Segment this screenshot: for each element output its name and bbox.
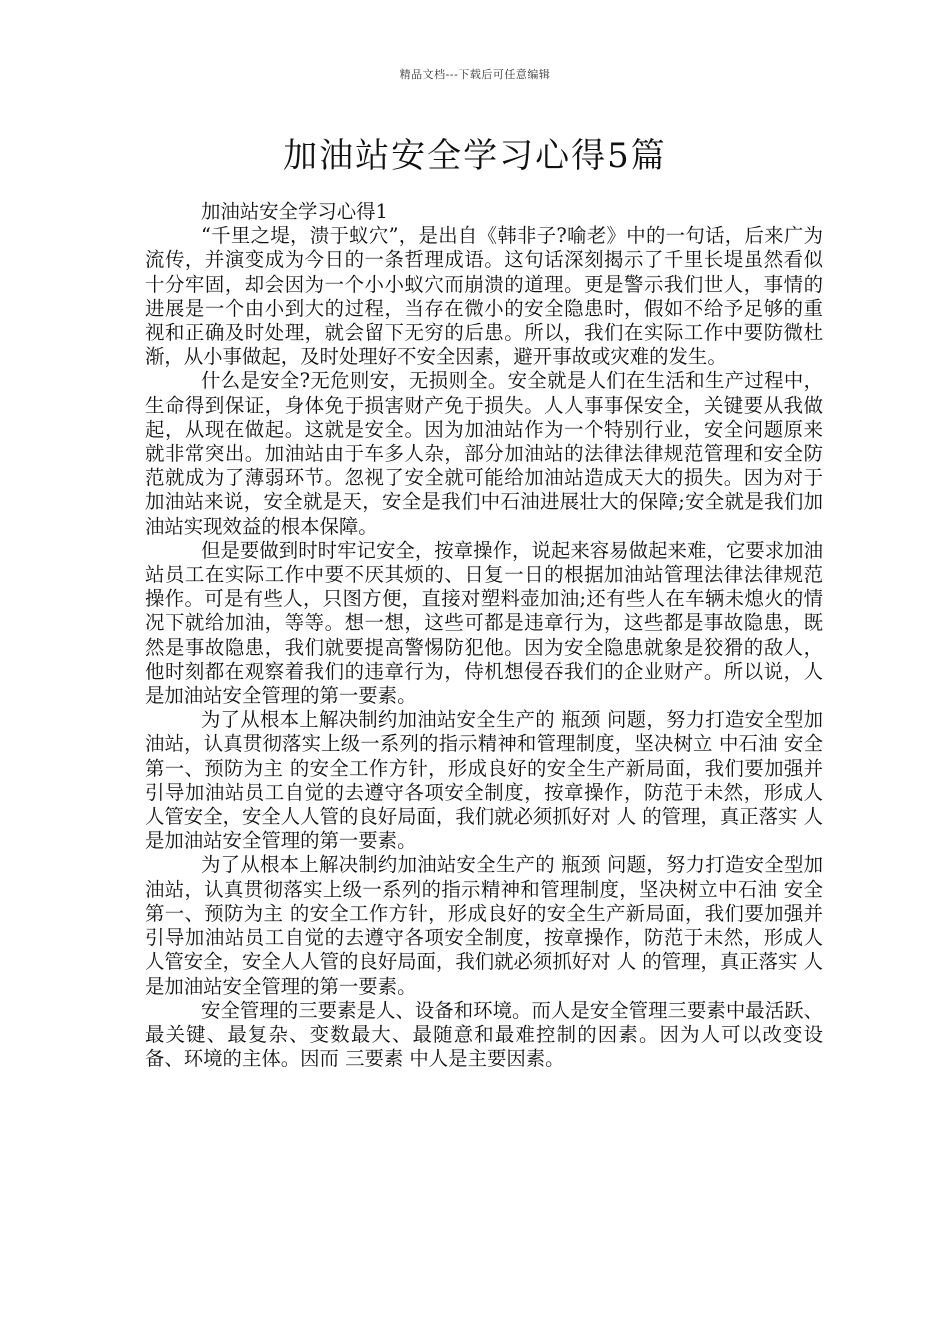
paragraph-5: 为了从根本上解决制约加油站安全生产的 瓶颈 问题，努力打造安全型加油站，认真贯彻落实上级一系列的指示精神和管理制度，坚决树立中石油 安全第一、预防为主 的安全工作方针，形成良好的安全生产新局面，我们要加强并引导加油站员工自觉的去遵守各项安全制度，按章操作，防范于未然，形成人人管安全，安全人人管的良好局面，我们就必须抓好对 人 的管理，真正落实 人 是加油站安全管理的第一要素。 — [145, 853, 823, 998]
paragraph-3: 但是要做到时时牢记安全，按章操作，说起来容易做起来难，它要求加油站员工在实际工作中要不厌其烦的、日复一日的根据加油站管理法律法律规范操作。可是有些人，只图方便，直接对塑料壶加油;还有些人在车辆未熄火的情况下就给加油，等等。想一想，这些可都是违章行为，这些都是事故隐患，既然是事故隐患，我们就要提高警惕防犯他。因为安全隐患就象是狡猾的敌人，他时刻都在观察着我们的违章行为，侍机想侵吞我们的企业财产。所以说，人 是加油站安全管理的第一要素。 — [145, 538, 823, 708]
paragraph-6: 安全管理的三要素是人、设备和环境。而人是安全管理三要素中最活跃、最关键、最复杂、变数最大、最随意和最难控制的因素。因为人可以改变设备、环境的主体。因而 三要素 中人是主要因素。 — [145, 998, 823, 1071]
section-subtitle: 加油站安全学习心得1 — [201, 200, 388, 223]
header-note: 精品文档---下载后可任意编辑 — [399, 68, 551, 81]
paragraph-4: 为了从根本上解决制约加油站安全生产的 瓶颈 问题，努力打造安全型加油站，认真贯彻落实上级一系列的指示精神和管理制度，坚决树立 中石油 安全第一、预防为主 的安全工作方针，形成良好的安全生产新局面，我们要加强并引导加油站员工自觉的去遵守各项安全制度，按章操作，防范于未然，形成人人管安全，安全人人管的良好局面，我们就必须抓好对 人 的管理，真正落实 人 是加油站安全管理的第一要素。 — [145, 708, 823, 853]
paragraph-1: “千里之堤，溃于蚁穴”，是出自《韩非子?喻老》中的一句话，后来广为流传，并演变成为今日的一条哲理成语。这句话深刻揭示了千里长堤虽然看似十分牢固，却会因为一个小小蚁穴而崩溃的道理。更是警示我们世人，事情的进展是一个由小到大的过程，当存在微小的安全隐患时，假如不给予足够的重视和正确及时处理，就会留下无穷的后患。所以，我们在实际工作中要防微杜渐，从小事做起，及时处理好不安全因素，避开事故或灾难的发生。 — [145, 224, 823, 369]
document-body — [145, 200, 823, 1071]
paragraph-2: 什么是安全?无危则安，无损则全。安全就是人们在生活和生产过程中，生命得到保证，身体免于损害财产免于损失。人人事事保安全，关键要从我做起，从现在做起。这就是安全。因为加油站作为一个特别行业，安全问题原来就非常突出。加油站由于车多人杂，部分加油站的法律法律规范管理和安全防范就成为了薄弱环节。忽视了安全就可能给加油站造成天大的损失。因为对于加油站来说，安全就是天，安全是我们中石油进展壮大的保障;安全就是我们加油站实现效益的根本保障。 — [145, 369, 823, 538]
document-title: 加油站安全学习心得5篇 — [283, 136, 667, 176]
